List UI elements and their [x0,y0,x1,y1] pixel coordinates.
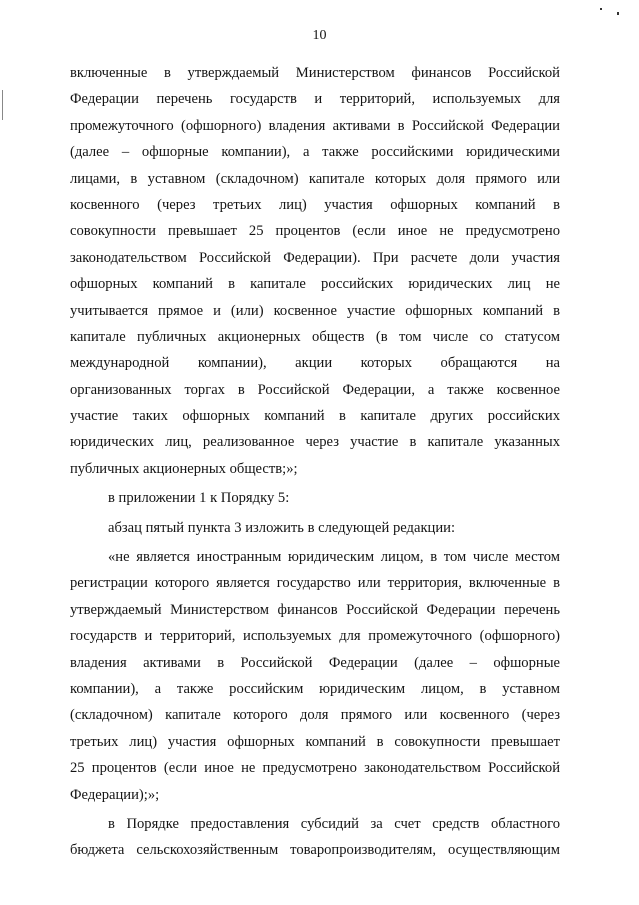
text-line: регистрации которого является государство или территория, включенные в [70,575,560,592]
document-body [70,60,560,864]
scan-artifact [617,12,619,15]
text-line: организованных торгах в Российской Федерации, а также косвенное [70,381,560,398]
text-line: юридических лиц, реализованное через участие в капитале указанных [70,434,560,451]
text-line: офшорных компаний в капитале российских юридических лиц не [70,276,560,293]
text-line: «не является иностранным юридическим лицом, в том числе местом [108,549,560,566]
text-line: владения активами в Российской Федерации (далее – офшорные [70,654,560,671]
text-line: третьих лиц) участия офшорных компаний в совокупности превышает [70,733,560,750]
text-line: капитале публичных акционерных обществ (в том числе со статусом [70,328,560,345]
text-line: бюджета сельскохозяйственным товаропроизводителям, осуществляющим [70,842,560,859]
text-line: участие таких офшорных компаний в капитале других российских [70,408,560,425]
text-line: Федерации);»; [70,786,160,803]
text-line: учитывается прямое и (или) косвенное участие офшорных компаний в [70,302,560,319]
text-line: 25 процентов (если иное не предусмотрено законодательством Российской [70,760,560,777]
scan-artifact [600,8,602,10]
text-line: совокупности превышает 25 процентов (если иное не предусмотрено [70,223,560,240]
text-line: (далее – офшорные компании), а также российскими юридическими [70,144,560,161]
text-line: международной компании), акции которых обращаются на [70,355,560,372]
page-number: 10 [312,28,327,43]
text-line: публичных акционерных обществ;»; [70,460,298,477]
text-line: в приложении 1 к Порядку 5: [108,490,290,507]
text-line: промежуточного (офшорного) владения активами в Российской Федерации [70,117,560,134]
text-line: утверждаемый Министерством финансов Российской Федерации перечень [70,601,560,618]
text-line: включенные в утверждаемый Министерством финансов Российской [70,65,560,81]
text-line: компании), а также российским юридическим лицом, в уставном [70,680,560,697]
text-line: (складочном) капитале которого доля прямого или косвенного (через [70,707,560,724]
text-line: законодательством Российской Федерации). При расчете доли участия [70,249,560,266]
text-line: косвенного (через третьих лиц) участия офшорных компаний в [70,196,560,213]
text-line: абзац пятый пункта 3 изложить в следующей редакции: [108,519,456,536]
text-line: лицами, в уставном (складочном) капитале которых доля прямого или [70,170,560,187]
scan-artifact [2,90,3,120]
text-line: государств и территорий, используемых для промежуточного (офшорного) [70,628,560,645]
text-line: в Порядке предоставления субсидий за счет средств областного [108,815,560,832]
text-line: Федерации перечень государств и территорий, используемых для [70,91,560,108]
